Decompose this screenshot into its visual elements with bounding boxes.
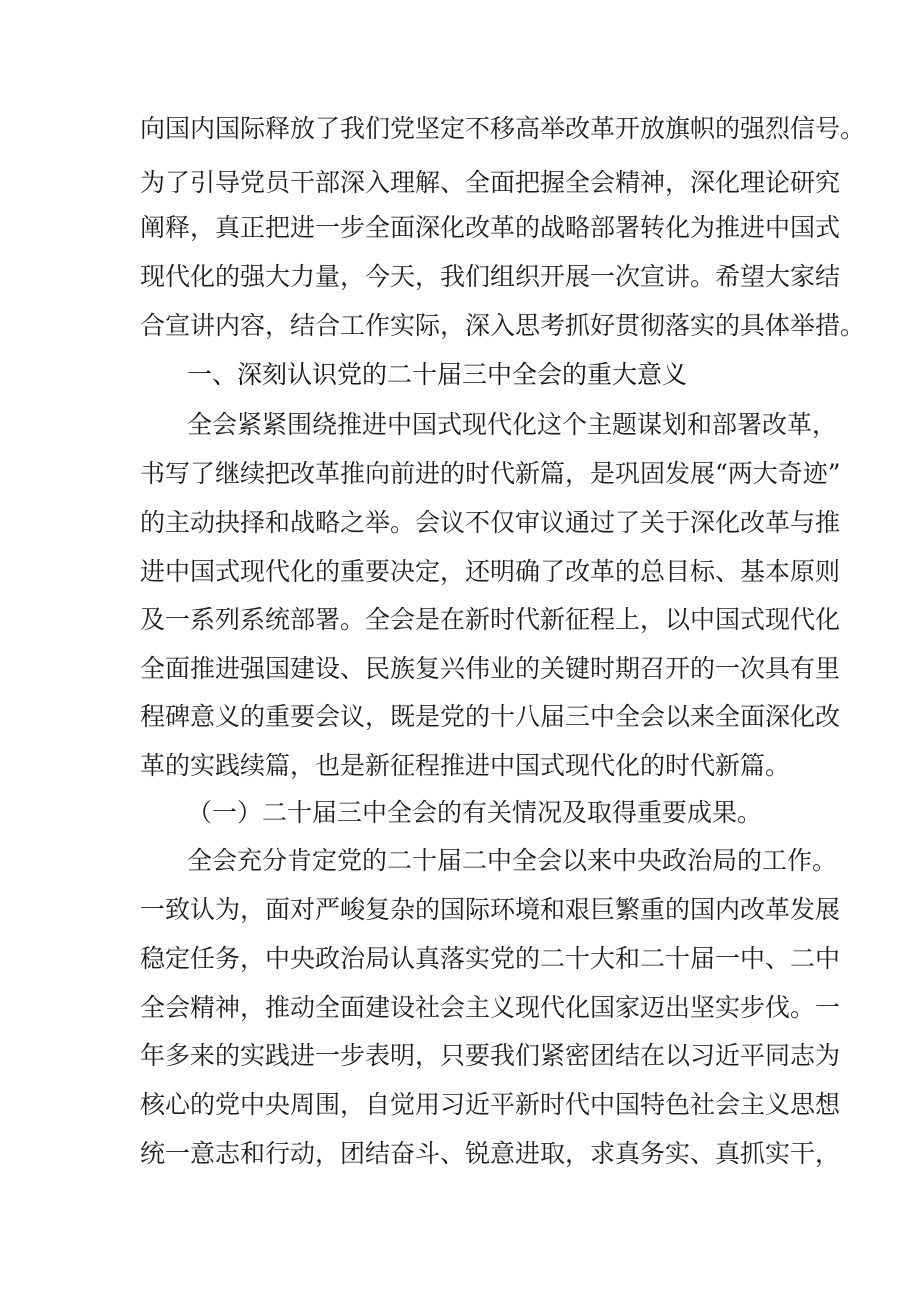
intro-line: 阐释，真正把进一步全面深化改革的战略部署转化为推进中国式 xyxy=(140,213,841,242)
subsection-heading: （一）二十届三中全会的有关情况及取得重要成果。 xyxy=(187,798,763,827)
paragraph-line: 的主动抉择和战略之举。会议不仅审议通过了关于深化改革与推 xyxy=(140,508,841,537)
paragraph-line: 全会紧紧围绕推进中国式现代化这个主题谋划和部署改革， xyxy=(187,410,838,439)
section-heading: 一、深刻认识党的二十届三中全会的重大意义 xyxy=(187,360,688,389)
paragraph-line: 进中国式现代化的重要决定，还明确了改革的总目标、基本原则 xyxy=(140,557,841,586)
paragraph-line: 核心的党中央周围，自觉用习近平新时代中国特色社会主义思想 xyxy=(140,1090,841,1119)
paragraph-line: 统一意志和行动，团结奋斗、锐意进取，求真务实、真抓实干， xyxy=(140,1139,841,1168)
paragraph-line: 全会充分肯定党的二十届二中全会以来中央政治局的工作。 xyxy=(187,846,838,875)
intro-line: 合宣讲内容，结合工作实际，深入思考抓好贯彻落实的具体举措。 xyxy=(140,311,866,340)
intro-line: 现代化的强大力量，今天，我们组织开展一次宣讲。希望大家结 xyxy=(140,262,841,291)
paragraph-line: 全面推进强国建设、民族复兴伟业的关键时期召开的一次具有里 xyxy=(140,654,841,683)
paragraph-line: 稳定任务，中央政治局认真落实党的二十大和二十届一中、二中 xyxy=(140,944,841,973)
paragraph-line: 年多来的实践进一步表明，只要我们紧密团结在以习近平同志为 xyxy=(140,1041,841,1070)
paragraph-line: 革的实践续篇，也是新征程推进中国式现代化的时代新篇。 xyxy=(140,751,791,780)
paragraph-line: 及一系列系统部署。全会是在新时代新征程上，以中国式现代化 xyxy=(140,605,841,634)
paragraph-line: 一致认为，面对严峻复杂的国际环境和艰巨繁重的国内改革发展 xyxy=(140,895,841,924)
paragraph-line: 程碑意义的重要会议，既是党的十八届三中全会以来全面深化改 xyxy=(140,702,841,731)
intro-line: 向国内国际释放了我们党坚定不移高举改革开放旗帜的强烈信号。 xyxy=(140,114,866,143)
intro-line: 为了引导党员干部深入理解、全面把握全会精神，深化理论研究 xyxy=(140,168,841,197)
paragraph-line: 全会精神，推动全面建设社会主义现代化国家迈出坚实步伐。一 xyxy=(140,993,841,1022)
paragraph-line: 书写了继续把改革推向前进的时代新篇，是巩固发展“两大奇迹” xyxy=(140,459,841,488)
